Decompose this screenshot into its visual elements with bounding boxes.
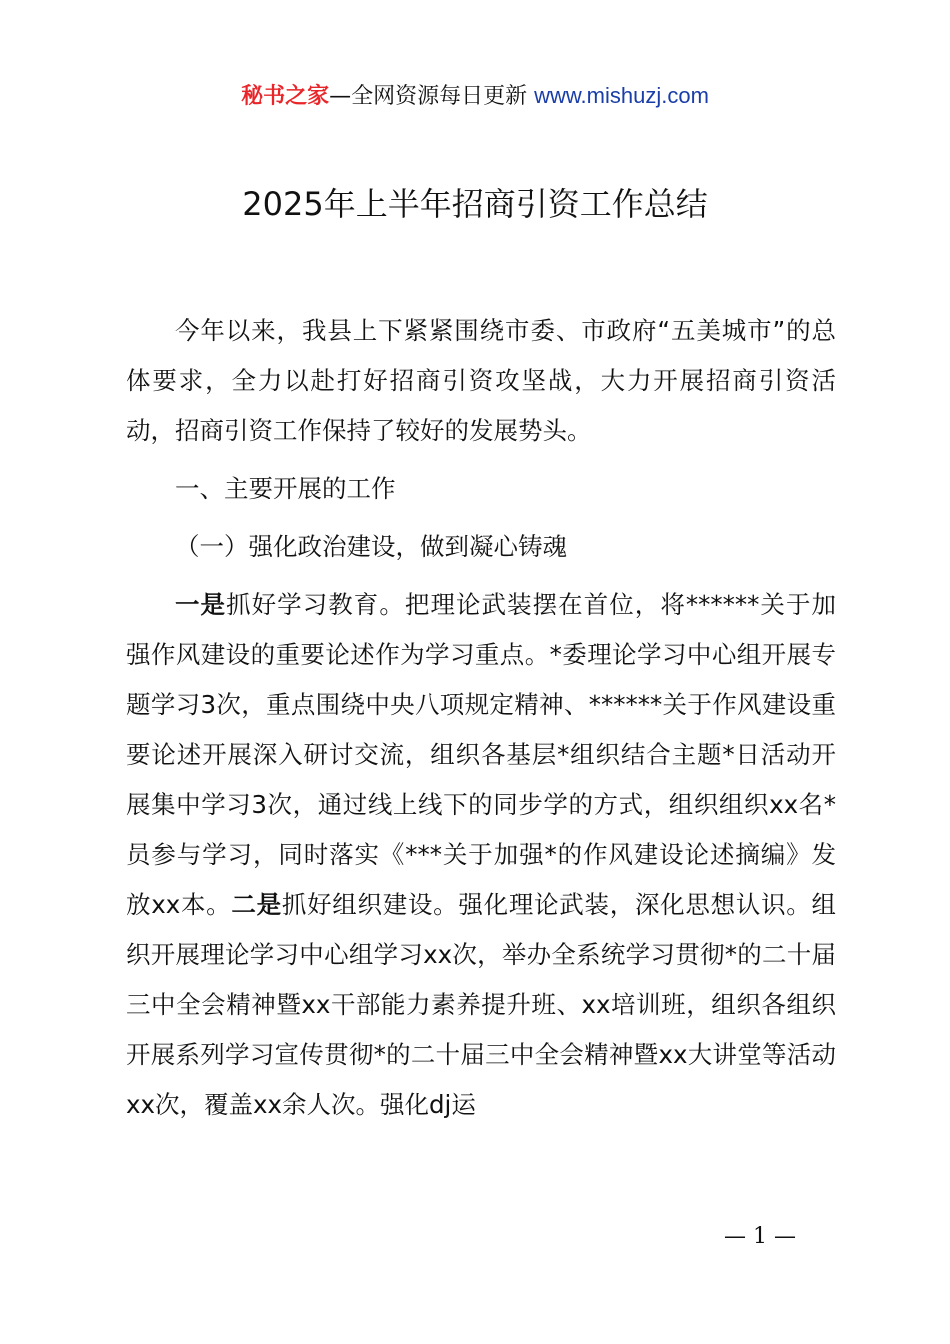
document-body xyxy=(126,306,836,1130)
paragraph-text-second: 抓好组织建设。强化理论武装，深化思想认识。组织开展理论学习中心组学习xx次，举办全系统学习贯彻*的二十届三中全会精神暨xx干部能力素养提升班、xx培训班，组织各组织开展系列学习宣传贯彻*的二十届三中全会精神暨xx大讲堂等活动xx次，覆盖xx余人次。强化dj运 xyxy=(126,890,837,1119)
lead-phrase-second: 二是 xyxy=(231,890,282,919)
site-header-banner xyxy=(0,80,950,113)
document-title: 2025年上半年招商引资工作总结 xyxy=(242,185,708,223)
body-paragraph xyxy=(126,580,836,1130)
paragraph-text-first: 抓好学习教育。把理论武装摆在首位，将******关于加强作风建设的重要论述作为学习重点。*委理论学习中心组开展专题学习3次，重点围绕中央八项规定精神、******关于作风建设重要论述开展深入研讨交流，组织各基层*组织结合主题*日活动开展集中学习3次，通过线上线下的同步学的方式，组织组织xx名*员参与学习，同时落实《***关于加强*的作风建设论述摘编》发放xx本。 xyxy=(126,590,837,919)
intro-paragraph: 今年以来，我县上下紧紧围绕市委、市政府“五美城市”的总体要求，全力以赴打好招商引资攻坚战，大力开展招商引资活动，招商引资工作保持了较好的发展势头。 xyxy=(126,316,836,445)
subsection-heading: （一）强化政治建设，做到凝心铸魂 xyxy=(175,532,567,561)
brand-tagline: —全网资源每日更新 xyxy=(329,84,528,109)
section-heading: 一、主要开展的工作 xyxy=(175,474,396,503)
site-url[interactable]: www.mishuzj.com xyxy=(534,83,709,108)
lead-phrase-first: 一是 xyxy=(175,590,227,619)
page-number: — 1 — xyxy=(724,1224,796,1249)
brand-name: 秘书之家 xyxy=(241,84,330,109)
